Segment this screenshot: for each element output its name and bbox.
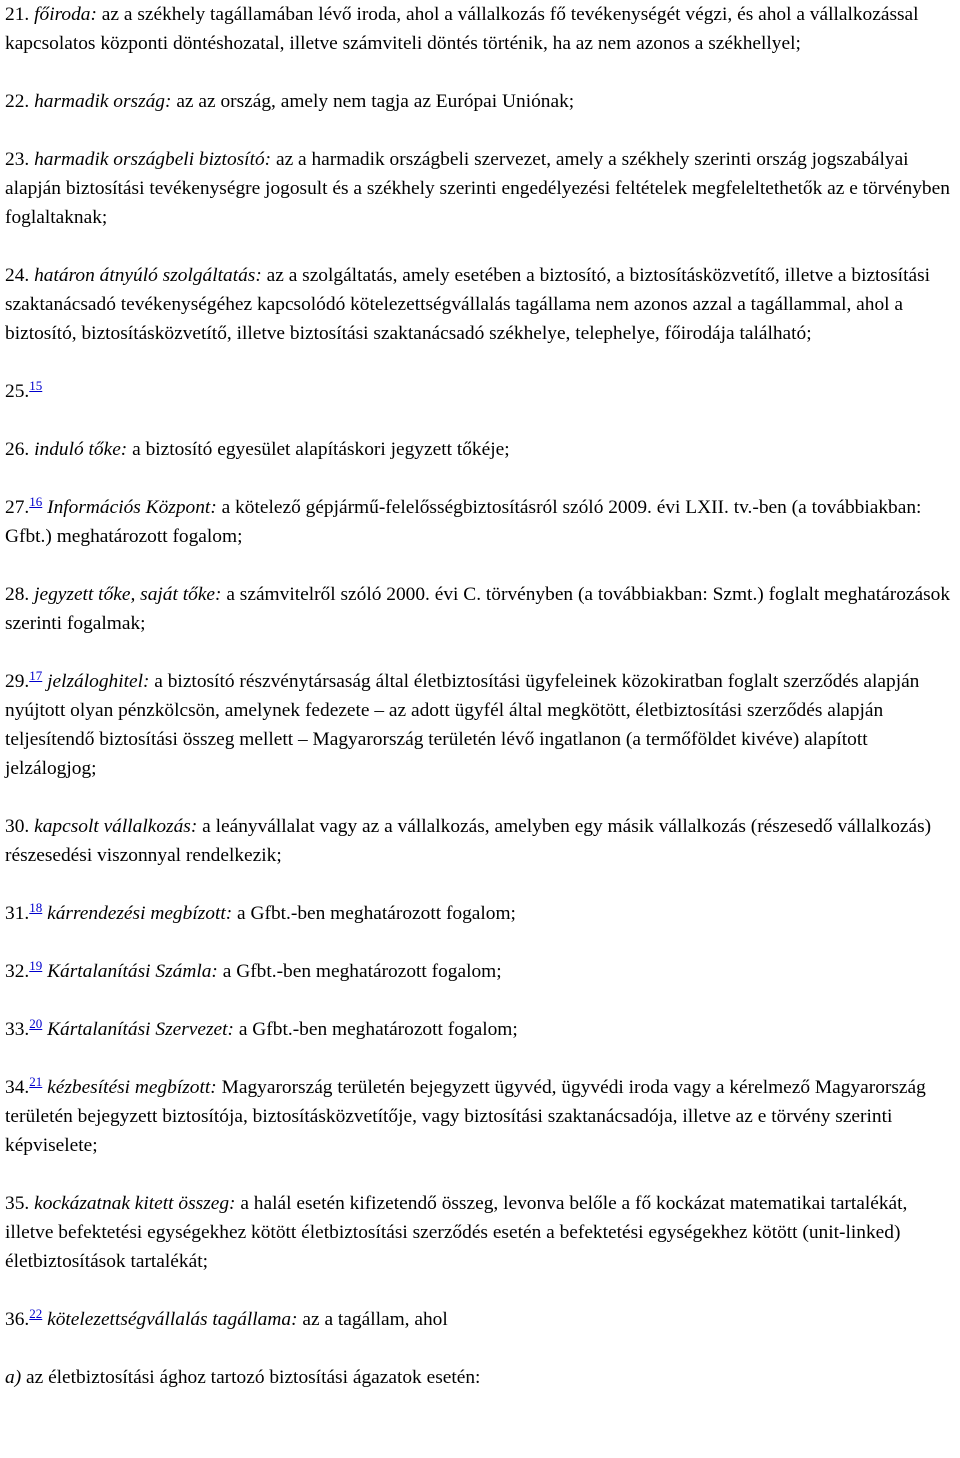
definition-text: a biztosító egyesület alapításkori jegyzett tőkéje; xyxy=(127,439,510,460)
definition-term: kockázatnak kitett összeg: xyxy=(34,1193,236,1214)
definition-text: a számvitelről szóló 2000. évi C. törvényben (a továbbiakban: Szmt.) foglalt meghatározások szerinti fogalmak; xyxy=(5,584,951,634)
definition-24 xyxy=(5,261,960,348)
definition-31 xyxy=(5,899,960,928)
definition-number: 28. xyxy=(5,584,30,605)
definition-text: a Gfbt.-ben meghatározott fogalom; xyxy=(234,1019,518,1040)
definition-number: 30. xyxy=(5,816,30,837)
definition-number: 31. xyxy=(5,903,30,924)
definition-term: kézbesítési megbízott: xyxy=(47,1077,217,1098)
footnote-link[interactable]: 16 xyxy=(29,494,43,509)
definition-text: a biztosító részvénytársaság által életbiztosítási ügyfeleinek közokiratban foglalt szerződés alapján nyújtott olyan pénzkölcsön, amelynek fedezete – az adott ügyfél által megkötött, életbiztosítási szerződés alapján teljesítendő biztosítási összeg mellett – Magyarország területén lévő ingatlanon (a termőföldet kivéve) alapított jelzálogjog; xyxy=(5,671,920,779)
definition-number: 34. xyxy=(5,1077,30,1098)
definition-number: 36. xyxy=(5,1309,30,1330)
definition-number: 21. xyxy=(5,4,30,25)
definition-number: 23. xyxy=(5,149,30,170)
definition-number: 24. xyxy=(5,265,30,286)
footnote-link[interactable]: 22 xyxy=(29,1306,43,1321)
definition-29 xyxy=(5,667,960,783)
definition-text: Magyarország területén bejegyzett ügyvéd, ügyvédi iroda vagy a kérelmező Magyarország területén bejegyzett biztosítója, biztosításközvetítője, vagy biztosítási szaktanácsadója, illetve az e törvény szerinti képviselete; xyxy=(5,1077,926,1156)
definition-25 xyxy=(5,377,960,406)
definition-term: kötelezettségvállalás tagállama: xyxy=(47,1309,298,1330)
definition-22 xyxy=(5,87,960,116)
footnote-link[interactable]: 20 xyxy=(29,1016,43,1031)
footnote-link[interactable]: 19 xyxy=(29,958,43,973)
definition-term: kárrendezési megbízott: xyxy=(47,903,233,924)
definition-text: az a tagállam, ahol xyxy=(297,1309,448,1330)
definition-number: 32. xyxy=(5,961,30,982)
definition-number: 33. xyxy=(5,1019,30,1040)
definition-term: Kártalanítási Szervezet: xyxy=(47,1019,234,1040)
definition-26 xyxy=(5,435,960,464)
definition-text: a leányvállalat vagy az a vállalkozás, amelyben egy másik vállalkozás (részesedő vállalkozás) részesedési viszonnyal rendelkezik; xyxy=(5,816,932,866)
definition-27 xyxy=(5,493,960,551)
definition-34 xyxy=(5,1073,960,1160)
definition-number: 25. xyxy=(5,381,30,402)
definition-text: a halál esetén kifizetendő összeg, levonva belőle a fő kockázat matematikai tartalékát, illetve befektetési egységekhez kötött életbiztosítási szerződés esetén a befektetési egységekhez kötött (unit-linked) életbiztosítások tartalékát; xyxy=(5,1193,908,1272)
footnote-link[interactable]: 17 xyxy=(29,668,43,683)
definition-text: a Gfbt.-ben meghatározott fogalom; xyxy=(232,903,516,924)
definition-number: 22. xyxy=(5,91,30,112)
definition-number: 35. xyxy=(5,1193,30,1214)
definition-term: főiroda: xyxy=(34,4,97,25)
definition-text: a kötelező gépjármű-felelősségbiztosításról szóló 2009. évi LXII. tv.-ben (a továbbiakban: Gfbt.) meghatározott fogalom; xyxy=(5,497,922,547)
definition-number: 27. xyxy=(5,497,30,518)
subpoint-label: a) xyxy=(5,1367,22,1388)
definition-23 xyxy=(5,145,960,232)
footnote-link[interactable]: 15 xyxy=(29,378,43,393)
definition-term: kapcsolt vállalkozás: xyxy=(34,816,198,837)
definition-term: induló tőke: xyxy=(34,439,128,460)
definition-text: a Gfbt.-ben meghatározott fogalom; xyxy=(217,961,502,982)
footnote-link[interactable]: 21 xyxy=(29,1074,43,1089)
definition-35 xyxy=(5,1189,960,1276)
footnote-link[interactable]: 18 xyxy=(29,900,43,915)
definition-term: harmadik országbeli biztosító: xyxy=(34,149,272,170)
definition-number: 29. xyxy=(5,671,30,692)
definition-28 xyxy=(5,580,960,638)
definition-32 xyxy=(5,957,960,986)
definition-text: az a székhely tagállamában lévő iroda, ahol a vállalkozás fő tevékenységét végzi, és ahol a vállalkozással kapcsolatos központi döntéshozatal, illetve számviteli döntés történik, ha az nem azonos a székhellyel; xyxy=(5,4,919,54)
definition-21 xyxy=(5,0,960,58)
definition-text: az az ország, amely nem tagja az Európai Uniónak; xyxy=(171,91,575,112)
definition-text: az a harmadik országbeli szervezet, amely a székhely szerinti ország jogszabályai alapján biztosítási tevékenységre jogosult és a székhely szerinti engedélyezési feltételek megfeleltethetők az e törvényben foglaltaknak; xyxy=(5,149,950,228)
definition-term: jegyzett tőke, saját tőke: xyxy=(34,584,222,605)
definition-33 xyxy=(5,1015,960,1044)
definition-30 xyxy=(5,812,960,870)
subpoint-a xyxy=(5,1363,960,1392)
definition-text: az a szolgáltatás, amely esetében a biztosító, a biztosításközvetítő, illetve a biztosítási szaktanácsadó tevékenységéhez kapcsolódó kötelezettségvállalás tagállama nem azonos azzal a tagállammal, ahol a biztosító, biztosításközvetítő, illetve biztosítási szaktanácsadó székhelye, telephelye, főirodája található; xyxy=(5,265,931,344)
definition-term: harmadik ország: xyxy=(34,91,172,112)
definition-term: határon átnyúló szolgáltatás: xyxy=(34,265,262,286)
definition-term: Kártalanítási Számla: xyxy=(47,961,218,982)
subpoint-text: az életbiztosítási ághoz tartozó biztosítási ágazatok esetén: xyxy=(21,1367,481,1388)
definition-term: jelzáloghitel: xyxy=(47,671,150,692)
definition-number: 26. xyxy=(5,439,30,460)
definition-36 xyxy=(5,1305,960,1334)
definition-term: Információs Központ: xyxy=(47,497,217,518)
